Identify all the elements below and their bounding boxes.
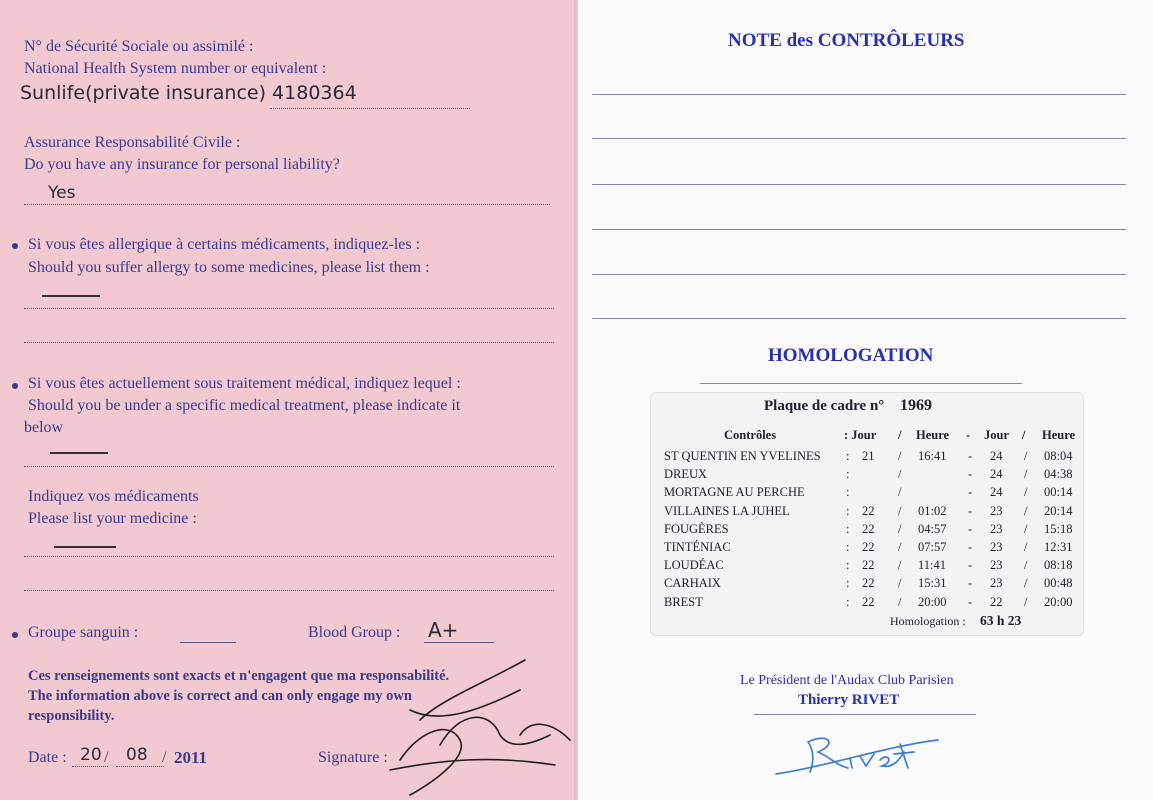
allergy-line-2 bbox=[24, 342, 554, 343]
control-name: CARHAIX bbox=[664, 576, 721, 591]
control-day-out: 22 bbox=[862, 540, 875, 554]
control-time-back: 08:04 bbox=[1044, 449, 1073, 463]
column-separator: : bbox=[846, 540, 850, 554]
blood-fr-line bbox=[180, 642, 236, 643]
control-name: DREUX bbox=[664, 467, 708, 482]
date-month-line bbox=[116, 766, 164, 767]
liability-value: Yes bbox=[48, 183, 76, 203]
header-day1: : Jour bbox=[844, 428, 877, 442]
control-time-back: 12:31 bbox=[1044, 540, 1073, 554]
homologation-time: 63 h 23 bbox=[980, 613, 1022, 628]
column-separator: : bbox=[846, 503, 850, 518]
control-time-out: 01:02 bbox=[918, 503, 947, 518]
column-separator: / bbox=[1024, 449, 1028, 463]
notes-line bbox=[592, 274, 1126, 275]
column-separator: / bbox=[898, 449, 902, 463]
column-separator: / bbox=[1024, 594, 1028, 609]
statement-fr: Ces renseignements sont exacts et n'engagent que ma responsabilité. bbox=[28, 668, 450, 684]
column-separator: : bbox=[846, 485, 850, 500]
column-separator: / bbox=[1024, 503, 1028, 518]
column-separator: / bbox=[1024, 576, 1028, 591]
column-separator: - bbox=[968, 576, 973, 591]
control-day-back: 22 bbox=[990, 594, 1003, 609]
column-separator: / bbox=[898, 558, 902, 573]
allergy-none-dash bbox=[42, 295, 100, 297]
notes-title: NOTE des CONTRÔLEURS bbox=[728, 30, 965, 51]
column-separator: - bbox=[968, 558, 973, 573]
control-day-out: 22 bbox=[862, 521, 875, 536]
date-day: 20 bbox=[80, 745, 102, 765]
allergy-label-en: Should you suffer allergy to some medicines, please list them : bbox=[28, 259, 430, 276]
control-time-back: 15:18 bbox=[1044, 521, 1073, 536]
control-time-back: 08:18 bbox=[1044, 558, 1073, 573]
president-signature bbox=[768, 722, 958, 782]
header-sep2: / bbox=[1022, 428, 1026, 442]
control-time-out: 04:57 bbox=[918, 521, 947, 536]
column-separator: - bbox=[968, 449, 973, 463]
column-separator: / bbox=[898, 540, 902, 554]
control-day-back: 24 bbox=[990, 467, 1003, 482]
liability-line bbox=[24, 204, 550, 205]
liability-label-en: Do you have any insurance for personal liability? bbox=[24, 156, 340, 173]
control-time-out: 07:57 bbox=[918, 540, 947, 554]
blood-value: A+ bbox=[428, 618, 459, 642]
control-name: ST QUENTIN EN YVELINES bbox=[664, 449, 821, 463]
notes-line bbox=[592, 94, 1126, 95]
control-day-out: 22 bbox=[862, 594, 875, 609]
medicine-label-en: Please list your medicine : bbox=[28, 510, 197, 527]
blood-label-fr: Groupe sanguin : bbox=[28, 624, 139, 641]
column-separator: : bbox=[846, 558, 850, 573]
control-day-back: 23 bbox=[990, 576, 1003, 591]
control-day-back: 23 bbox=[990, 503, 1003, 518]
medicine-none-dash bbox=[54, 546, 116, 548]
column-separator: / bbox=[1024, 521, 1028, 536]
control-name: BREST bbox=[664, 594, 703, 609]
control-time-out: 20:00 bbox=[918, 594, 947, 609]
column-separator: - bbox=[968, 503, 973, 518]
ssn-line bbox=[270, 108, 470, 109]
allergy-line-1 bbox=[24, 308, 554, 309]
frame-plate-label: Plaque de cadre n° bbox=[764, 398, 885, 414]
president-title: Le Président de l'Audax Club Parisien bbox=[740, 673, 954, 688]
homologation-card bbox=[650, 392, 1084, 636]
column-separator: / bbox=[898, 467, 902, 482]
liability-label-fr: Assurance Responsabilité Civile : bbox=[24, 134, 241, 151]
control-name: VILLAINES LA JUHEL bbox=[664, 503, 790, 518]
control-time-out: 15:31 bbox=[918, 576, 947, 591]
frame-plate-number: 1969 bbox=[900, 397, 932, 414]
column-separator: / bbox=[1024, 485, 1028, 500]
control-time-back: 00:48 bbox=[1044, 576, 1073, 591]
notes-line bbox=[592, 138, 1126, 139]
homologation-underline bbox=[700, 383, 1022, 384]
treatment-label-fr: Si vous êtes actuellement sous traitement médical, indiquez lequel : bbox=[28, 375, 461, 392]
header-dash: - bbox=[966, 428, 971, 442]
column-separator: - bbox=[968, 521, 973, 536]
column-separator: : bbox=[846, 576, 850, 591]
header-hour1: Heure bbox=[916, 428, 950, 442]
treatment-none-dash bbox=[50, 452, 108, 454]
treatment-line bbox=[24, 466, 554, 467]
column-separator: / bbox=[898, 485, 902, 500]
column-separator: - bbox=[968, 594, 973, 609]
medicine-label-fr: Indiquez vos médicaments bbox=[28, 488, 199, 505]
treatment-label-en-1: Should you be under a specific medical treatment, please indicate it bbox=[28, 397, 461, 414]
control-name: TINTÉNIAC bbox=[664, 540, 731, 554]
column-separator: / bbox=[1024, 540, 1028, 554]
column-separator: / bbox=[898, 594, 902, 609]
control-day-back: 24 bbox=[990, 485, 1003, 500]
column-separator: / bbox=[1024, 558, 1028, 573]
signature-label: Signature : bbox=[318, 749, 388, 766]
controllers-page bbox=[578, 0, 1153, 800]
bullet-icon bbox=[12, 243, 18, 249]
date-month: 08 bbox=[126, 745, 148, 765]
blood-en-line bbox=[424, 642, 494, 643]
column-separator: : bbox=[846, 521, 850, 536]
column-separator: / bbox=[1024, 467, 1028, 482]
notes-line bbox=[592, 184, 1126, 185]
bullet-icon bbox=[12, 632, 18, 638]
column-separator: : bbox=[846, 467, 850, 482]
control-day-out: 21 bbox=[862, 449, 875, 463]
date-label: Date : bbox=[28, 749, 67, 766]
ssn-label-fr: N° de Sécurité Sociale ou assimilé : bbox=[24, 38, 254, 55]
control-day-out: 22 bbox=[862, 503, 875, 518]
column-separator: - bbox=[968, 467, 973, 482]
header-sep1: / bbox=[898, 428, 902, 442]
control-time-back: 00:14 bbox=[1044, 485, 1073, 500]
header-controls: Contrôles bbox=[724, 428, 777, 442]
column-separator: / bbox=[898, 521, 902, 536]
column-separator: : bbox=[846, 449, 850, 463]
column-separator: / bbox=[898, 576, 902, 591]
control-time-out: 11:41 bbox=[918, 558, 947, 573]
bullet-icon bbox=[12, 383, 18, 389]
control-name: LOUDÉAC bbox=[664, 558, 724, 573]
president-underline bbox=[754, 714, 976, 715]
control-time-back: 20:14 bbox=[1044, 503, 1073, 518]
column-separator: - bbox=[968, 540, 973, 554]
president-name: Thierry RIVET bbox=[798, 692, 900, 708]
homologation-label: Homologation : bbox=[890, 614, 966, 628]
medicine-line-2 bbox=[24, 590, 554, 591]
header-day2: Jour bbox=[984, 428, 1009, 442]
control-name: MORTAGNE AU PERCHE bbox=[664, 485, 805, 500]
control-name: FOUGÈRES bbox=[664, 521, 729, 536]
date-separator: / bbox=[162, 749, 167, 766]
allergy-label-fr: Si vous êtes allergique à certains médicaments, indiquez-les : bbox=[28, 236, 421, 253]
ssn-value: Sunlife(private insurance) 4180364 bbox=[20, 82, 357, 104]
statement-en-1: The information above is correct and can only engage my own bbox=[28, 688, 412, 704]
column-separator: - bbox=[968, 485, 973, 500]
date-year: 2011 bbox=[174, 748, 208, 767]
blood-label-en: Blood Group : bbox=[308, 624, 401, 641]
date-day-line bbox=[72, 766, 108, 767]
control-day-back: 23 bbox=[990, 558, 1003, 573]
treatment-label-en-2: below bbox=[24, 419, 64, 436]
column-separator: : bbox=[846, 594, 850, 609]
homologation-title: HOMOLOGATION bbox=[768, 345, 934, 366]
control-time-out: 16:41 bbox=[918, 449, 947, 463]
control-day-out: 22 bbox=[862, 576, 875, 591]
control-time-back: 20:00 bbox=[1044, 594, 1073, 609]
handwritten-signature bbox=[380, 650, 580, 800]
date-separator: / bbox=[104, 749, 109, 766]
notes-line bbox=[592, 229, 1126, 230]
column-separator: / bbox=[898, 503, 902, 518]
control-day-out: 22 bbox=[862, 558, 875, 573]
ssn-label-en: National Health System number or equivalent : bbox=[24, 60, 327, 77]
control-day-back: 24 bbox=[990, 449, 1003, 463]
control-day-back: 23 bbox=[990, 521, 1003, 536]
header-hour2: Heure bbox=[1042, 428, 1076, 442]
statement-en-2: responsibility. bbox=[28, 708, 115, 724]
medicine-line-1 bbox=[24, 556, 554, 557]
notes-line bbox=[592, 318, 1126, 319]
control-time-back: 04:38 bbox=[1044, 467, 1073, 482]
control-day-back: 23 bbox=[990, 540, 1003, 554]
